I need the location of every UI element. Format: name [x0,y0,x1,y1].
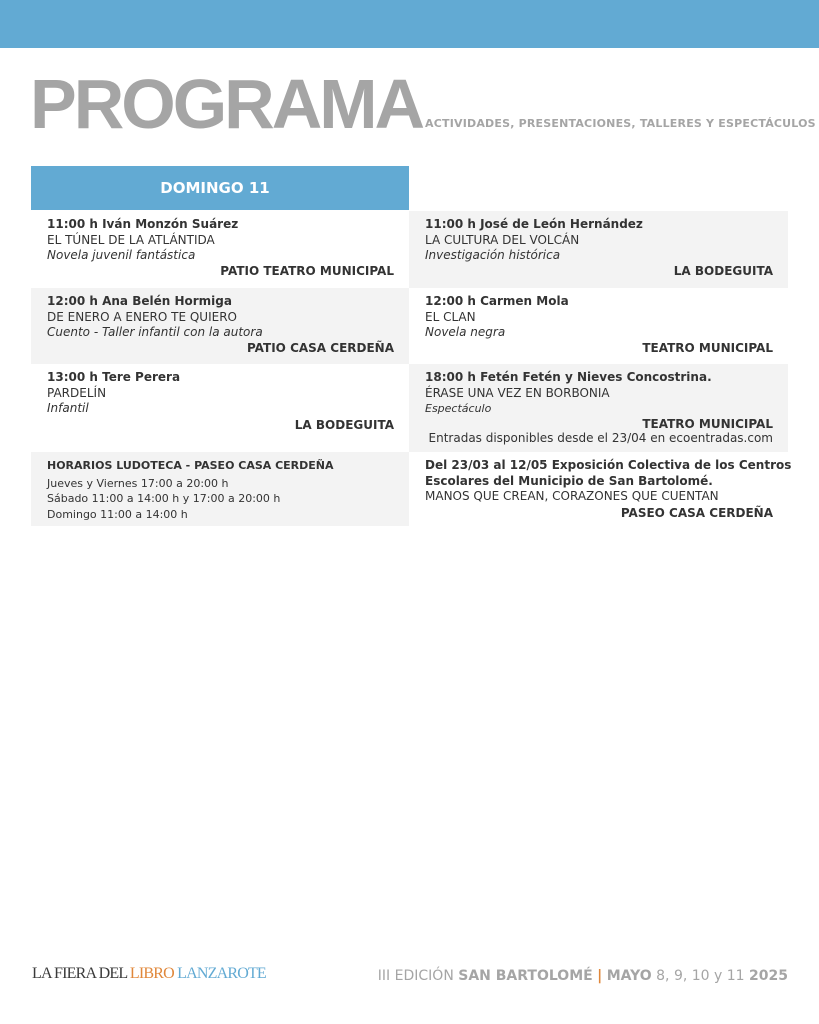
edition-number: III EDICIÓN [377,968,454,984]
edition-info [378,968,788,984]
event-time-author: 11:00 h Iván Monzón Suárez [47,217,239,231]
ludoteca-schedule-line: Sábado 11:00 a 14:00 h y 17:00 a 20:00 h [47,492,281,505]
event-card [409,211,788,288]
event-venue: LA BODEGUITA [294,418,394,432]
edition-year: 2025 [749,968,788,984]
event-work: EL TÚNEL DE LA ATLÁNTIDA [47,232,215,247]
event-genre: Infantil [47,401,89,415]
edition-separator: | [597,968,603,984]
exhibition-title: Del 23/03 al 12/05 Exposición Colectiva de los Centros [425,458,792,472]
exhibition-work: MANOS QUE CREAN, CORAZONES QUE CUENTAN [425,489,719,503]
event-card [31,364,409,452]
event-venue: PATIO CASA CERDEÑA [246,341,394,355]
event-time-author: 12:00 h Carmen Mola [425,294,569,308]
event-venue: TEATRO MUNICIPAL [642,417,773,431]
event-time-author: 11:00 h José de León Hernández [425,217,643,231]
ludoteca-title: HORARIOS LUDOTECA - PASEO CASA CERDEÑA [47,459,334,472]
event-genre: Novela juvenil fantástica [47,248,196,262]
exhibition-title: Escolares del Municipio de San Bartolomé. [425,473,713,488]
exhibition-card [409,452,792,526]
event-work: LA CULTURA DEL VOLCÁN [425,232,580,247]
event-venue: PATIO TEATRO MUNICIPAL [220,264,394,278]
edition-month: MAYO [606,968,652,984]
event-work: EL CLAN [425,309,476,324]
event-venue: TEATRO MUNICIPAL [642,341,773,355]
exhibition-venue: PASEO CASA CERDEÑA [620,506,773,520]
festival-logo: LA FIERA DEL LIBRO LANZAROTE [32,965,266,982]
event-work: ÉRASE UNA VEZ EN BORBONIA [425,385,610,400]
page-title: PROGRAMA [30,65,423,143]
event-work: PARDELÍN [47,385,107,400]
event-card [31,288,409,364]
top-banner [0,0,819,48]
ludoteca-card [31,452,409,526]
event-venue: LA BODEGUITA [673,264,773,278]
day-header: DOMINGO 11 [31,166,409,210]
event-card [409,288,788,364]
event-genre: Espectáculo [425,402,492,415]
event-card [409,364,788,452]
event-genre: Investigación histórica [425,248,561,262]
edition-place: SAN BARTOLOMÉ [458,968,593,984]
event-work: DE ENERO A ENERO TE QUIERO [47,309,237,324]
event-genre: Novela negra [425,325,506,339]
edition-days: 8, 9, 10 y 11 [656,968,745,984]
event-time-author: 18:00 h Fetén Fetén y Nieves Concostrina. [425,370,712,384]
ticket-note: Entradas disponibles desde el 23/04 en ecoentradas.com [428,431,773,445]
event-time-author: 12:00 h Ana Belén Hormiga [47,294,232,308]
event-time-author: 13:00 h Tere Perera [47,370,181,384]
page-subtitle: ACTIVIDADES, PRESENTACIONES, TALLERES Y ESPECTÁCULOS [425,117,816,130]
event-card [31,211,409,288]
event-genre: Cuento - Taller infantil con la autora [47,325,263,339]
ludoteca-schedule-line: Jueves y Viernes 17:00 a 20:00 h [47,476,229,490]
ludoteca-schedule-line: Domingo 11:00 a 14:00 h [47,507,188,521]
